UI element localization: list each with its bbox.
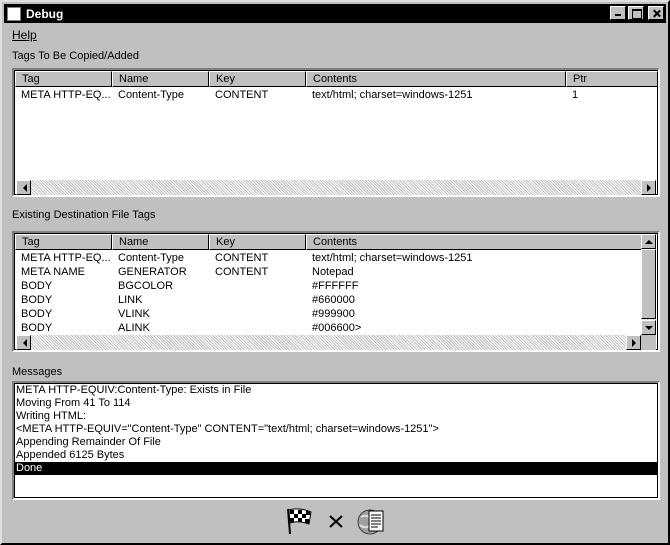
cancel-button[interactable] [318,504,354,538]
cell-tag: BODY [21,280,53,292]
cell-tag: BODY [21,322,53,334]
messages-label: Messages [12,366,63,378]
existing-tags-vscrollbar[interactable] [641,234,656,335]
existing-tags-label: Existing Destination File Tags [12,209,156,221]
scroll-down-arrow-icon[interactable] [641,320,656,335]
vscroll-thumb[interactable] [641,249,656,319]
table-row[interactable] [15,321,636,335]
messages-list[interactable] [12,381,660,500]
existing-tags-list[interactable] [12,231,660,352]
cell-name: GENERATOR [118,266,187,278]
copied-tags-rows [15,88,658,102]
cell-key: CONTENT [215,252,269,264]
cell-contents: Notepad [312,266,354,278]
col-header-key[interactable]: Key [209,234,306,250]
scroll-left-arrow-icon[interactable] [16,180,31,195]
col-header-name[interactable]: Name [112,234,209,250]
table-row[interactable] [15,293,636,307]
menu-bar [12,28,37,42]
cell-ptr: 1 [572,89,579,101]
cell-tag: META HTTP-EQ... [21,89,111,101]
list-item[interactable]: META HTTP-EQUIV:Content-Type: Exists in File [16,384,252,396]
cell-contents: text/html; charset=windows-1251 [312,252,473,264]
col-header-tag[interactable]: Tag [15,71,112,87]
checkered-flag-icon [285,507,315,535]
cell-tag: BODY [21,294,53,306]
col-header-contents[interactable]: Contents [306,71,566,87]
existing-tags-rows [15,251,636,335]
table-row[interactable] [15,265,636,279]
existing-tags-header [15,234,642,250]
close-x-icon [327,512,345,530]
scroll-up-arrow-icon[interactable] [641,234,656,249]
cell-contents: text/html; charset=windows-1251 [312,89,473,101]
title-buttons [610,6,664,20]
table-row[interactable] [15,88,658,102]
table-row[interactable] [15,307,636,321]
cell-name: ALINK [118,322,150,334]
table-row[interactable] [15,279,636,293]
cell-name: LINK [118,294,143,306]
scroll-corner [641,335,656,350]
window-title: Debug [26,6,64,21]
col-header-name[interactable]: Name [112,71,209,87]
cell-contents: #FFFFFF [312,280,359,292]
cell-key: CONTENT [215,266,269,278]
cell-name: Content-Type [118,252,185,264]
list-item-selected[interactable]: Done [14,462,658,475]
col-header-tag[interactable]: Tag [15,234,112,250]
action-buttons [282,504,390,538]
existing-tags-hscrollbar[interactable] [16,335,641,350]
scroll-right-arrow-icon[interactable] [626,335,641,350]
cell-name: Content-Type [118,89,185,101]
copied-tags-label: Tags To Be Copied/Added [12,50,139,62]
menu-help[interactable]: Help [12,28,37,42]
copied-tags-hscrollbar[interactable] [16,180,656,195]
maximize-button[interactable] [628,6,644,20]
cell-contents: #999900 [312,308,355,320]
title-bar[interactable] [4,4,666,23]
cell-key [209,321,306,335]
scroll-left-arrow-icon[interactable] [16,335,31,350]
list-item[interactable]: Appending Remainder Of File [16,436,161,448]
copied-tags-list[interactable] [12,68,660,197]
cell-tag: META HTTP-EQ... [21,252,111,264]
cell-contents: #660000 [312,294,355,306]
cell-contents: #006600> [312,322,362,334]
cell-key [209,279,306,293]
close-button[interactable] [648,6,664,20]
cell-name: VLINK [118,308,150,320]
finish-button[interactable] [282,504,318,538]
cell-key: CONTENT [215,89,269,101]
list-item[interactable]: Moving From 41 To 114 [16,397,131,409]
document-globe-icon [356,505,388,537]
col-header-key[interactable]: Key [209,71,306,87]
cell-key [209,307,306,321]
minimize-button[interactable] [610,6,626,20]
col-header-ptr[interactable]: Ptr [566,71,658,87]
scroll-right-arrow-icon[interactable] [641,180,656,195]
copied-tags-header [15,71,658,87]
app-icon[interactable] [7,7,21,21]
cell-tag: BODY [21,308,53,320]
list-item[interactable]: Writing HTML: [16,410,87,422]
table-row[interactable] [15,251,636,265]
cell-key [209,293,306,307]
cell-tag: META NAME [21,266,85,278]
report-button[interactable] [354,504,390,538]
cell-name: BGCOLOR [118,280,174,292]
col-header-contents[interactable]: Contents [306,234,642,250]
list-item[interactable]: <META HTTP-EQUIV="Content-Type" CONTENT="text/html; charset=windows-1251"> [16,423,439,435]
list-item[interactable]: Appended 6125 Bytes [16,449,125,461]
